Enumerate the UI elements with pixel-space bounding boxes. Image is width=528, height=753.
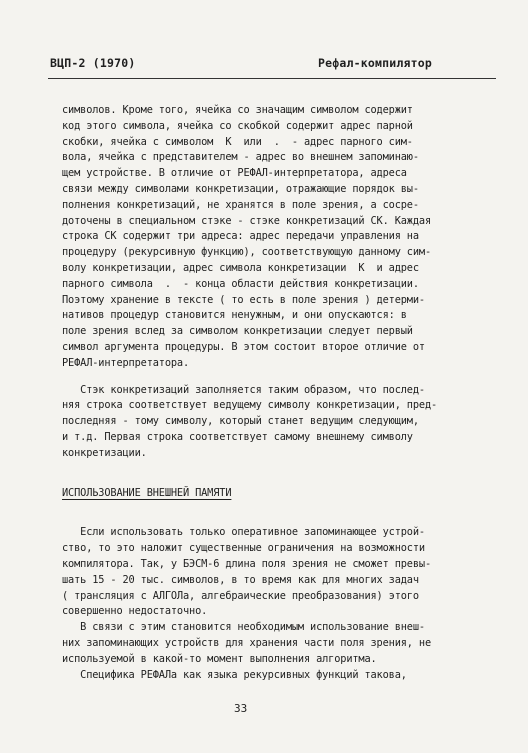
text-line: процедуру (рекурсивную функцию), соответствующую данному сим- [62, 246, 432, 259]
text-line: ( трансляция с АЛГОЛа, алгебраические преобразования) этого [62, 589, 419, 602]
text-line: Специфика РЕФАЛа как языка рекурсивных функций такова, [62, 668, 407, 681]
text-line: совершенно недостаточно. [62, 605, 208, 618]
text-line: код этого символа, ячейка со скобкой содержит адрес парной [62, 119, 413, 132]
text-line: ство, то это наложит существенные ограничения на возможности [62, 542, 425, 555]
text-line: нативов процедур становится ненужным, и они опускаются: в [62, 309, 407, 322]
text-line: используемой в какой-то момент выполнения алгоритма. [62, 652, 377, 665]
text-line: В связи с этим становится необходимым использование внеш- [62, 621, 425, 634]
text-line: щем устройстве. В отличие от РЕФАЛ-интерпретатора, адреса [62, 167, 407, 180]
page-number: 33 [234, 702, 248, 715]
text-line: символов. Кроме того, ячейка со значащим символом содержит [62, 104, 413, 116]
text-line: няя строка соответствует ведущему символу конкретизации, пред- [62, 399, 438, 412]
text-line: связи между символами конкретизации, отражающие порядок вы- [62, 182, 419, 195]
text-line: шать 15 - 20 тыс. символов, в то время как для многих задач [62, 573, 419, 586]
paragraph-2 [62, 383, 492, 462]
text-line: Поэтому хранение в тексте ( то есть в поле зрения ) детерми- [62, 293, 425, 306]
header-series: ВЦП-2 (1970) [50, 56, 136, 70]
text-line: РЕФАЛ-интерпретатора. [62, 356, 190, 369]
paragraph-5 [62, 668, 492, 684]
text-line: Стэк конкретизаций заполняется таким образом, что послед- [62, 383, 425, 396]
text-line: и т.д. Первая строка соответствует самому внешнему символу [62, 430, 413, 443]
section-heading: ИСПОЛЬЗОВАНИЕ ВНЕШНЕЙ ПАМЯТИ [62, 486, 232, 499]
text-line: доточены в специальном стэке - стэке конкретизаций СК. Каждая [62, 214, 432, 227]
text-line: строка СК содержит три адреса: адрес передачи управления на [62, 230, 419, 243]
text-line: символ аргумента процедуры. В этом состоит второе отличие от [62, 340, 425, 353]
text-line: полнения конкретизаций, не хранятся в поле зрения, а сосре- [62, 198, 419, 211]
text-line: волу конкретизации, адрес символа конкретизации K и адрес [62, 261, 419, 274]
text-line: последняя - тому символу, который станет ведущим следующим, [62, 415, 419, 428]
text-line: вола, ячейка с представителем - адрес во внешнем запоминаю- [62, 151, 419, 164]
text-line: скобки, ячейка с символом K или . - адрес парного сим- [62, 135, 413, 148]
paragraph-4 [62, 620, 492, 667]
text-line: них запоминающих устройств для хранения части поля зрения, не [62, 636, 432, 649]
text-line: компилятора. Так, у БЭСМ-6 длина поля зрения не сможет превы- [62, 557, 432, 570]
text-line: Если использовать только оперативное запоминающее устрой- [62, 526, 425, 539]
text-line: парного символа . - конца области действия конкретизации. [62, 277, 419, 290]
header-title: Рефал-компилятор [318, 56, 432, 70]
header-rule [48, 78, 496, 79]
paragraph-1 [62, 103, 492, 372]
text-line: конкретизации. [62, 446, 147, 459]
body-text [62, 103, 492, 683]
text-line: поле зрения вслед за символом конкретизации следует первый [62, 325, 413, 338]
paragraph-3 [62, 525, 492, 620]
